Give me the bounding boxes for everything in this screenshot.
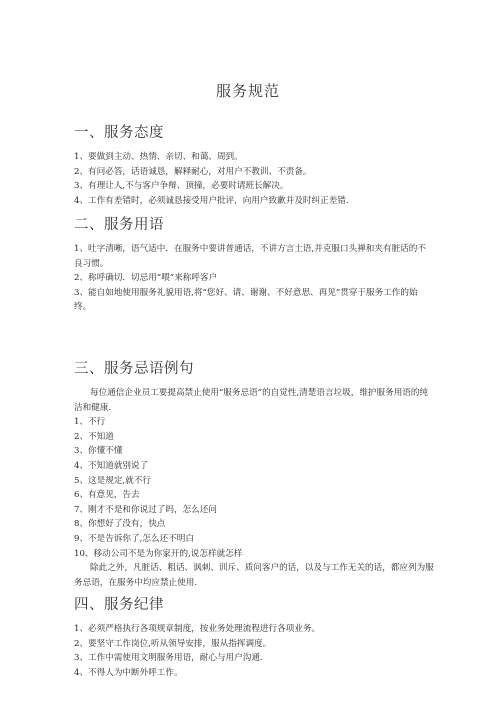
list-item: 4、不知道就别说了	[74, 460, 149, 471]
section-heading: 三、服务忌语例句	[74, 361, 194, 377]
section-service-attitude	[74, 121, 434, 208]
list-item: 3、能自如地使用服务礼貌用语,将“您好、请、谢谢、不好意思、再见”贯穿于服务工作的始终。	[74, 287, 418, 313]
list-item: 4、工作有差错时，必须诚恳接受用户批评，向用户致歉并及时纠正差错.	[74, 195, 349, 206]
list-item: 5、这是规定,就不行	[74, 475, 151, 486]
list-item: 10、移动公司不是为你家开的,说怎样就怎样	[74, 548, 243, 559]
list-item: 1、要做到主动、热情、亲切、和蔼、周到。	[74, 152, 243, 162]
document-title: 服务规范	[215, 82, 280, 100]
list-item: 7、刚才不是和你说过了吗，怎么还问	[74, 504, 217, 515]
list-item: 1、必须严格执行各项规章制度，按业务处理流程进行各项业务。	[74, 624, 321, 634]
list-item: 9、不是告诉你了,怎么还不明白	[74, 533, 194, 544]
section-outro: 除此之外，凡脏话、粗话、讽刺、训斥、质问客户的话，以及与工作无关的话，都应列为服务忌语，在服务中均应禁止使用.	[74, 563, 434, 588]
section-service-language	[74, 213, 434, 315]
list-item: 2、称呼确切．切忌用“喂”来称呼客户	[74, 273, 218, 284]
section-heading: 一、服务态度	[74, 125, 164, 141]
section-service-discipline	[74, 593, 434, 680]
list-item: 4、不得人为中断外呼工作。	[74, 667, 183, 678]
list-item: 3、工作中需使用文明服务用语，耐心与用户沟通.	[74, 653, 263, 664]
list-item: 2、有问必答，话语诚恳，解释耐心，对用户不教训、不责备。	[74, 166, 312, 177]
section-intro: 每位通信企业员工要提高禁止使用“服务忌语”的自觉性,清楚语言垃圾，维护服务用语的纯洁和健康.	[74, 388, 429, 413]
list-item: 3、你懂不懂	[74, 446, 123, 457]
list-item: 2、不知道	[74, 431, 114, 442]
list-item: 6、有意见，告去	[74, 490, 140, 501]
section-heading: 二、服务用语	[74, 217, 164, 233]
section-heading: 四、服务纪律	[74, 597, 164, 613]
list-item: 8、你想好了没有，快点	[74, 519, 166, 530]
list-item: 1、吐字清晰，语气适中．在服务中要讲普通话，不讲方言土语,并克服口头禅和夹有脏话的不良习惯。	[74, 244, 426, 269]
list-item: 2、要坚守工作岗位,听从领导安排，服从指挥调度。	[74, 638, 272, 649]
section-forbidden-phrases	[74, 357, 434, 590]
list-item: 3、有理让人,不与客户争辩、顶撞，必要时请班长解决。	[74, 181, 289, 192]
list-item: 1、不行	[74, 417, 106, 428]
